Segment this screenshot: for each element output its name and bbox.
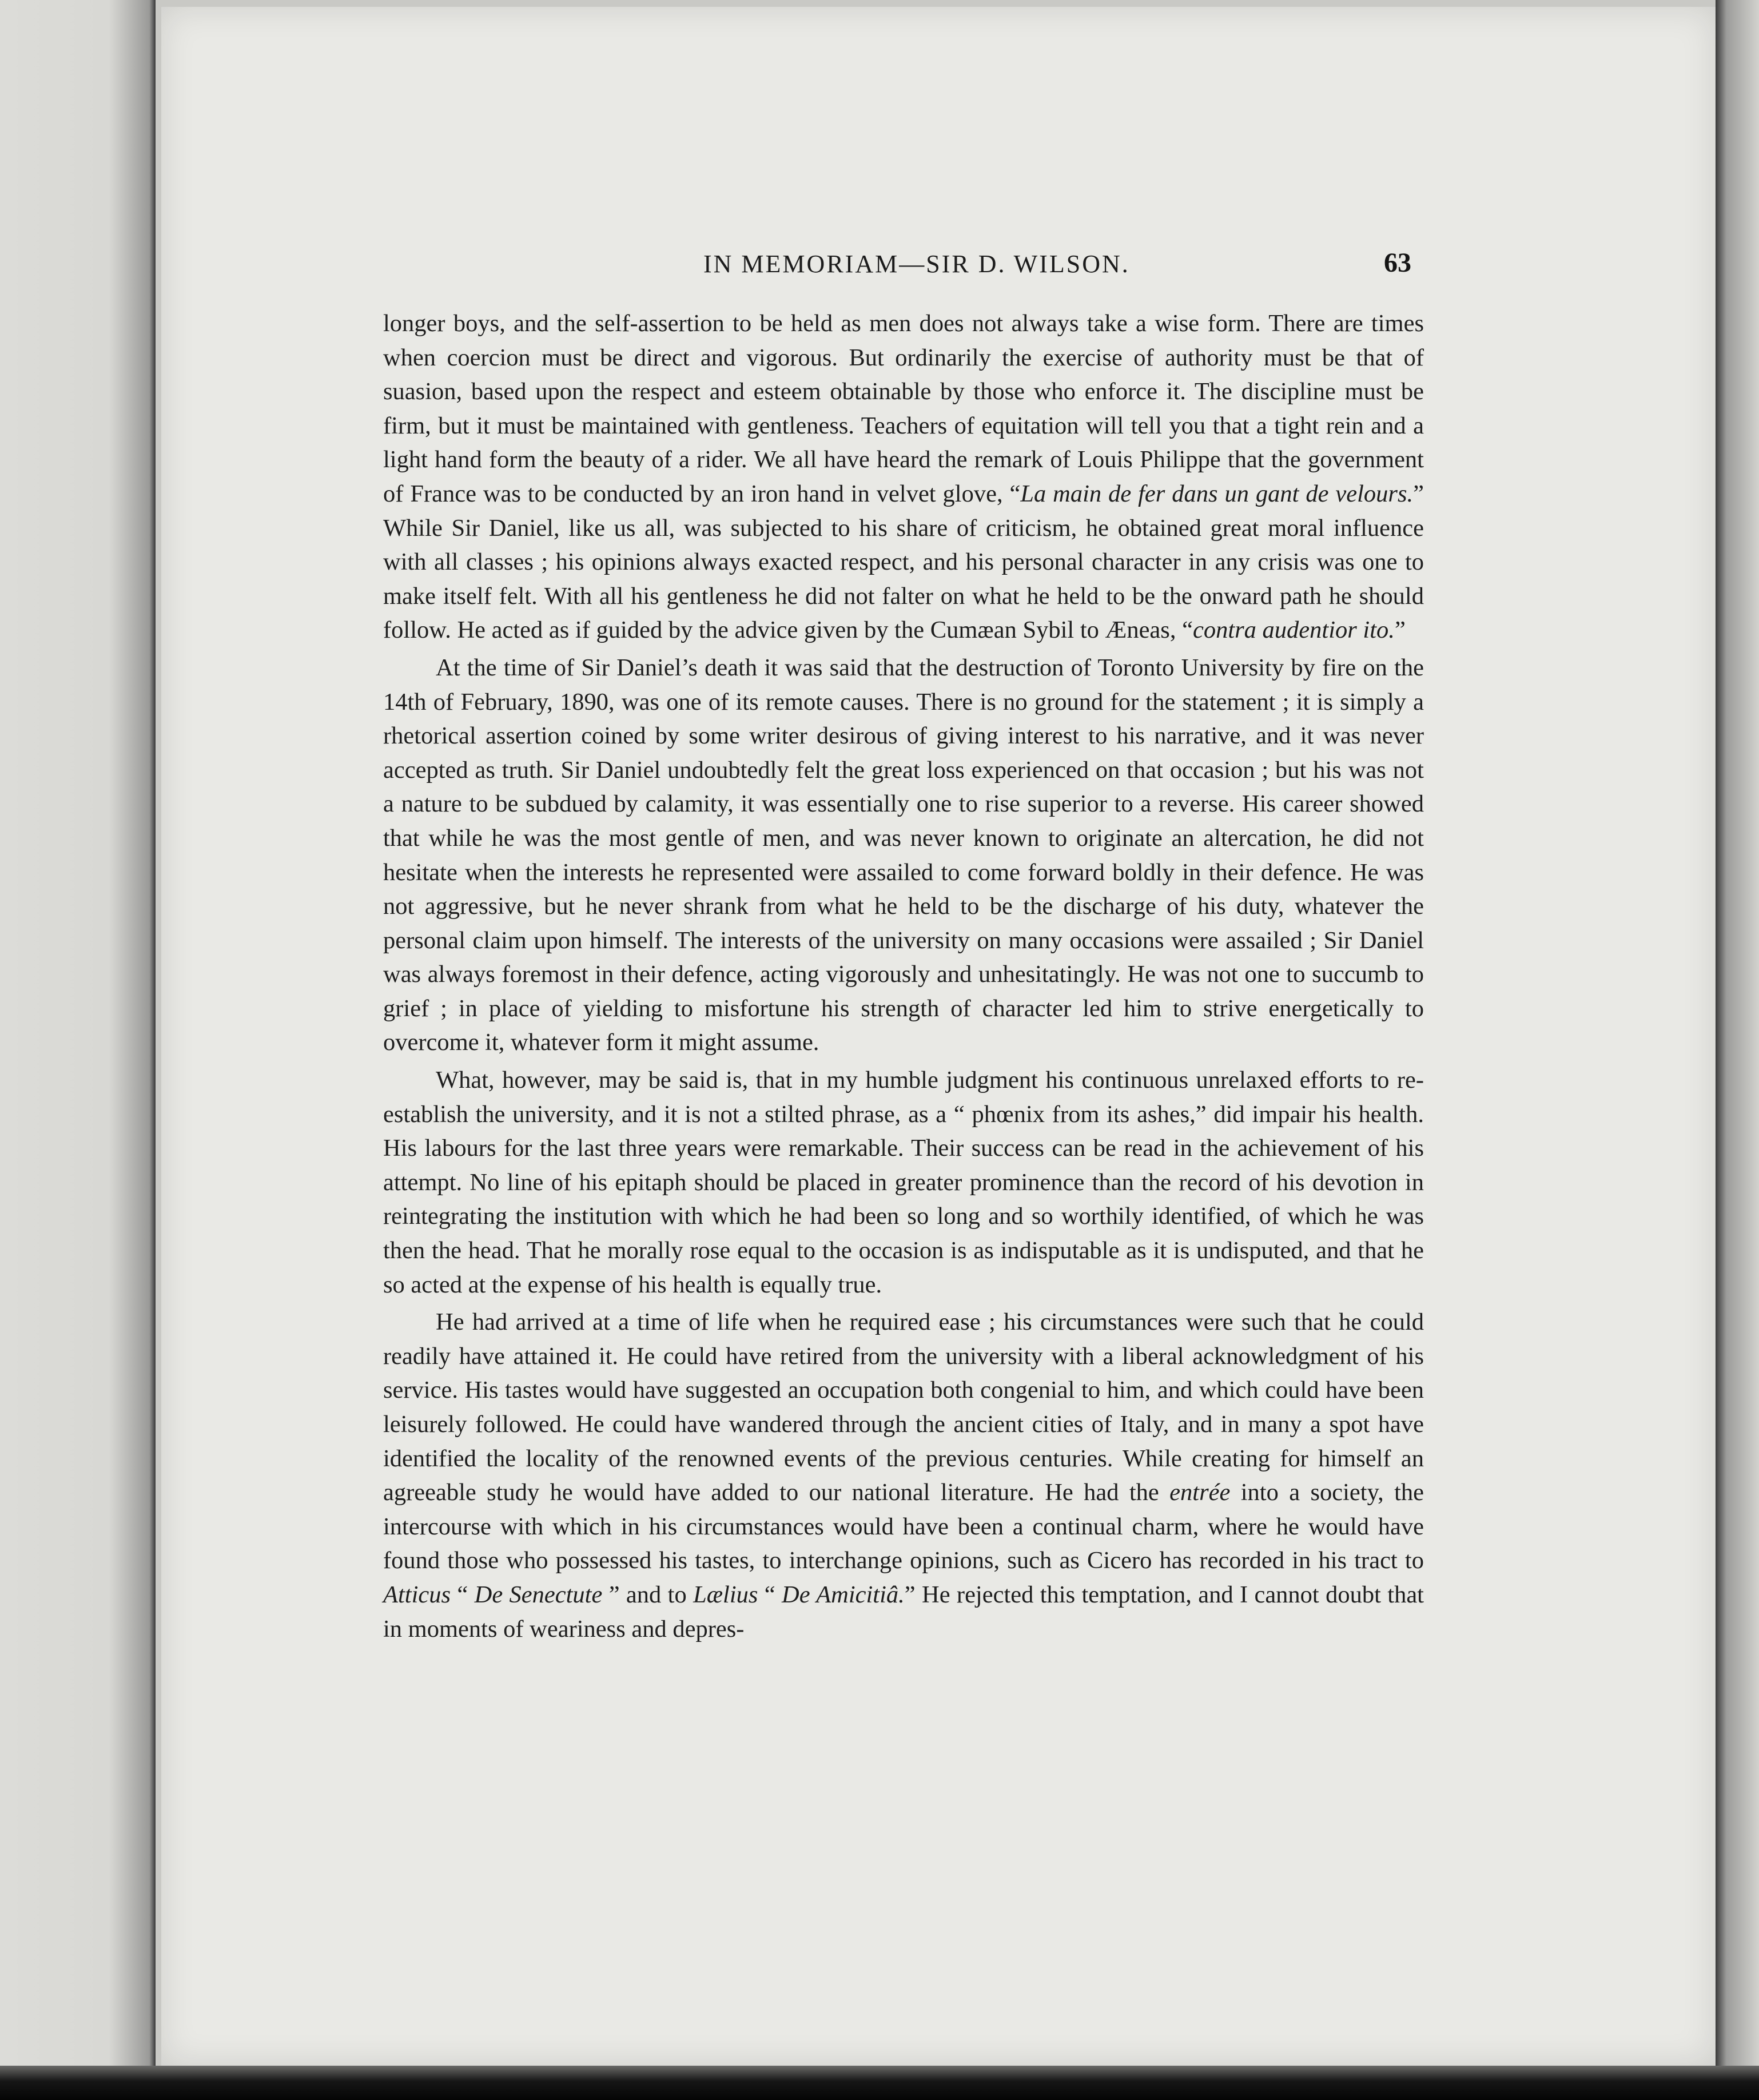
scan-left-margin — [0, 0, 156, 2100]
italic-text: Lælius — [693, 1581, 758, 1608]
italic-text: contra audentior ito. — [1192, 617, 1395, 644]
italic-text: Atticus — [383, 1581, 451, 1608]
running-head: IN MEMORIAM—SIR D. WILSON. — [703, 250, 1130, 278]
text-run: into a society, the intercourse with which in his circumstances would have been a continual charm, where he would have found those who possessed his tastes, to interchange opinions, such as Cicero has recorded in his tract to — [383, 1479, 1424, 1574]
text-run: “ — [451, 1581, 475, 1608]
italic-text: La main de fer dans un gant de velours. — [1020, 480, 1414, 507]
text-run: longer boys, and the self-assertion to be held as men does not always take a wise form. There are times when coercion must be direct and vigorous. But ordinarily the exercise of authority must be that of suasion, based upon the respect and esteem obtainable by those who enforce it. The discipline must be firm, but it must be maintained with gentleness. Teachers of equitation will tell you that a tight rein and a light hand form the beauty of a rider. We all have heard the remark of Louis Philippe that the government of France was to be conducted by an iron hand in velvet glove, “ — [383, 310, 1424, 507]
body-text — [383, 307, 1424, 1646]
text-run: ” He rejected this temptation, and I cannot doubt that in moments of weariness and depres- — [383, 1581, 1424, 1642]
text-run: He had arrived at a time of life when he required ease ; his circumstances were such that he could readily have attained it. He could have retired from the university with a liberal acknowledgment of his service. His tastes would have suggested an occupation both congenial to him, and which could have been leisurely followed. He could have wandered through the ancient cities of Italy, and in many a spot have identified the locality of the renowned events of the previous centuries. While creating for himself an agreeable study he would have added to our national literature. He had the — [383, 1308, 1424, 1506]
paragraph-1 — [383, 307, 1424, 647]
text-run: What, however, may be said is, that in my humble judgment his continuous unrelaxed efforts to re-establish the university, and it is not a stilted phrase, as a “ phœnix from its ashes,” did impair his health. His labours for the last three years were remarkable. Their success can be read in the achievement of his attempt. No line of his epitaph should be placed in greater prominence than the record of his devotion in reintegrating the institution with which he had been so long and so worthily identified, of which he was then the head. That he morally rose equal to the occasion is as indisputable as it is undisputed, and that he so acted at the expense of his health is equally true. — [383, 1067, 1424, 1298]
text-run: At the time of Sir Daniel’s death it was said that the destruction of Toronto University by fire on the 14th of February, 1890, was one of its remote causes. There is no ground for the statement ; it is simply a rhetorical assertion coined by some writer desirous of giving interest to his narrative, and it was never accepted as truth. Sir Daniel undoubtedly felt the great loss experienced on that occasion ; but his was not a nature to be subdued by calamity, it was essentially one to rise superior to a reverse. His career showed that while he was the most gentle of men, and was never known to originate an altercation, he did not hesitate when the interests he represented were assailed to come forward boldly in their defence. He was not aggressive, but he never shrank from what he held to be the discharge of his duty, whatever the personal claim upon himself. The interests of the university on many occasions were assailed ; Sir Daniel was always foremost in their defence, acting vigorously and unhesitatingly. He was not one to succumb to grief ; in place of yielding to misfortune his strength of character led him to strive energetically to overcome it, whatever form it might assume. — [383, 654, 1424, 1056]
italic-text: entrée — [1169, 1479, 1231, 1506]
paragraph-2 — [383, 651, 1424, 1060]
scan-bottom-edge — [0, 2066, 1759, 2100]
text-run: “ — [758, 1581, 782, 1608]
scan-right-edge — [1716, 0, 1759, 2100]
page-number: 63 — [1384, 248, 1411, 278]
paragraph-4 — [383, 1305, 1424, 1646]
text-run: ” — [1394, 617, 1406, 644]
italic-text: De Senectute — [474, 1581, 603, 1608]
text-run: ” While Sir Daniel, like us all, was subjected to his share of criticism, he obtained great moral influence with all classes ; his opinions always exacted respect, and his personal character in any crisis was one to make itself felt. With all his gentleness he did not falter on what he held to be the onward path he should follow. He acted as if guided by the advice given by the Cumæan Sybil to Æneas, “ — [383, 480, 1424, 644]
paragraph-3 — [383, 1063, 1424, 1302]
text-run: ” and to — [602, 1581, 694, 1608]
italic-text: De Amicitiâ. — [782, 1581, 905, 1608]
